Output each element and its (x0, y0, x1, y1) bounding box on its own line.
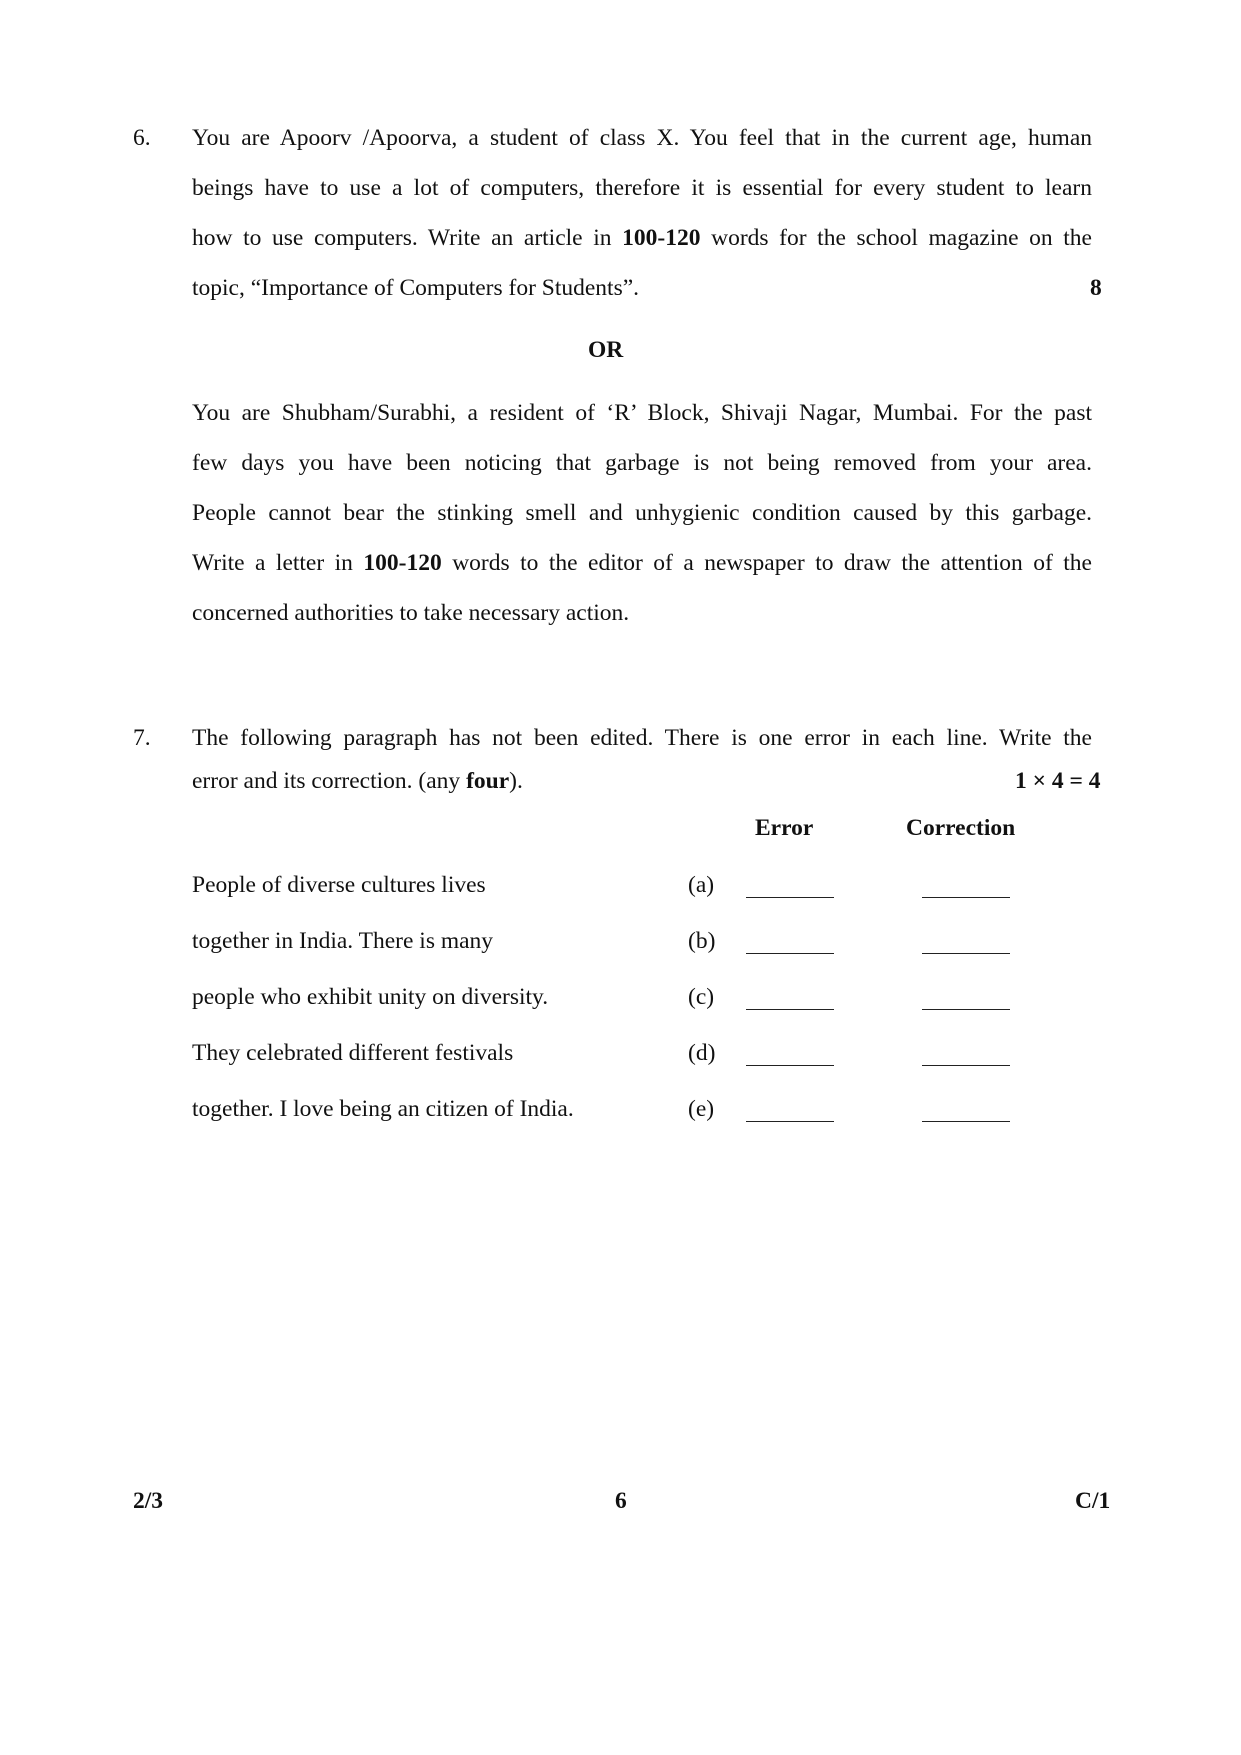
row-label: (e) (688, 1096, 715, 1122)
question-text-line: beings have to use a lot of computers, therefore it is essential for every student to learn (192, 175, 1092, 201)
column-header-correction: Correction (906, 815, 1016, 841)
row-label: (b) (688, 928, 716, 954)
question-text-line: Write a letter in 100-120 words to the editor of a newspaper to draw the attention of the (192, 550, 1092, 576)
question-text-line: how to use computers. Write an article in 100-120 words for the school magazine on the (192, 225, 1092, 251)
correction-blank[interactable] (922, 1121, 1010, 1122)
question-text-line: The following paragraph has not been edited. There is one error in each line. Write the (192, 725, 1092, 751)
question-number: 6. (133, 125, 151, 151)
error-blank[interactable] (746, 953, 834, 954)
question-text-line: You are Shubham/Surabhi, a resident of ‘R’ Block, Shivaji Nagar, Mumbai. For the past (192, 400, 1092, 426)
paragraph-line: together. I love being an citizen of India. (192, 1096, 574, 1122)
question-text-line: error and its correction. (any four). (192, 768, 523, 794)
paragraph-line: people who exhibit unity on diversity. (192, 984, 549, 1010)
or-label: OR (588, 337, 624, 363)
row-label: (c) (688, 984, 715, 1010)
error-blank[interactable] (746, 1121, 834, 1122)
question-text-line: concerned authorities to take necessary action. (192, 600, 630, 626)
correction-blank[interactable] (922, 897, 1010, 898)
question-text-line: People cannot bear the stinking smell and unhygienic condition caused by this garbage. (192, 500, 1092, 526)
footer-paper-code: C/1 (1075, 1488, 1111, 1514)
marks: 1 × 4 = 4 (1015, 768, 1101, 794)
error-blank[interactable] (746, 897, 834, 898)
question-text-line: few days you have been noticing that garbage is not being removed from your area. (192, 450, 1092, 476)
paragraph-line: People of diverse cultures lives (192, 872, 486, 898)
correction-blank[interactable] (922, 1009, 1010, 1010)
correction-blank[interactable] (922, 1065, 1010, 1066)
question-text-line: topic, “Importance of Computers for Students”. (192, 275, 640, 301)
row-label: (a) (688, 872, 715, 898)
paragraph-line: They celebrated different festivals (192, 1040, 514, 1066)
paragraph-line: together in India. There is many (192, 928, 494, 954)
error-blank[interactable] (746, 1065, 834, 1066)
row-label: (d) (688, 1040, 716, 1066)
marks: 8 (1090, 275, 1102, 301)
error-blank[interactable] (746, 1009, 834, 1010)
question-number: 7. (133, 725, 151, 751)
question-text-line: You are Apoorv /Apoorva, a student of class X. You feel that in the current age, human (192, 125, 1092, 151)
column-header-error: Error (755, 815, 814, 841)
footer-set-code: 2/3 (133, 1488, 164, 1514)
page-number: 6 (615, 1488, 627, 1514)
correction-blank[interactable] (922, 953, 1010, 954)
